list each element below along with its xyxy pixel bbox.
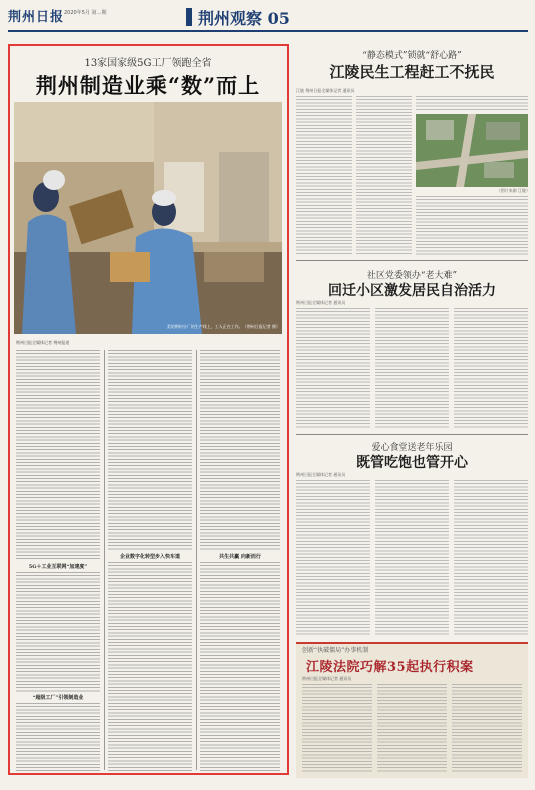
right-low-body-3	[454, 480, 528, 636]
right-top-body-4	[416, 196, 528, 256]
lead-byline: 荆州日报全媒体记者 荆州报道	[16, 340, 70, 345]
right-top-photo	[416, 114, 528, 187]
bottom-body-1	[302, 684, 372, 772]
lead-subhead-3: 企业数字化转型步入快车道	[119, 554, 180, 560]
issue-date: 2020年5月 第…期	[64, 10, 107, 16]
column-rule	[196, 350, 197, 770]
lead-subhead-2: “超级工厂”引领制造业	[32, 695, 84, 701]
bottom-kicker: 创新“执破僵局”办事机制	[302, 647, 369, 654]
right-low-kicker: 爱心食堂送老年乐园	[371, 443, 453, 453]
bottom-headline[interactable]: 江陵法院巧解35起执行积案	[306, 660, 474, 675]
factory-workers-photo	[14, 102, 282, 334]
right-mid-headline[interactable]: 回迁小区激发居民自治活力	[328, 283, 496, 299]
lead-kicker: 13家国家级5G工厂领跑全省	[84, 58, 212, 69]
newspaper-logo: 荆州日报	[8, 10, 65, 25]
lead-body-col-3	[200, 350, 280, 550]
lead-photo	[14, 102, 282, 334]
lead-body-col-2	[108, 350, 192, 550]
right-top-body-2	[356, 96, 412, 256]
right-mid-body-2	[375, 308, 449, 428]
lead-subhead-1: 5G＋工业互联网“加速度”	[28, 564, 88, 570]
masthead	[8, 4, 528, 32]
right-top-byline: 江陵 荆州日报全媒体记者 通讯员	[296, 88, 355, 93]
bottom-body-2	[377, 684, 447, 772]
right-mid-kicker: 社区党委领办“老大难”	[366, 271, 458, 281]
right-mid-body-3	[454, 308, 528, 428]
section-divider	[296, 260, 528, 261]
right-top-body-1	[296, 96, 352, 256]
lead-body-col-1	[16, 350, 100, 560]
right-mid-body-1	[296, 308, 370, 428]
bottom-body-3	[452, 684, 522, 772]
section-divider	[296, 434, 528, 435]
section-marker	[186, 8, 192, 26]
right-top-body-3	[416, 96, 528, 112]
section-title: 荆州观察 05	[198, 9, 290, 28]
right-top-headline[interactable]: 江陵民生工程赶工不抚民	[329, 63, 495, 81]
column-rule	[104, 350, 105, 770]
right-low-byline: 荆州日报全媒体记者 通讯员	[296, 472, 346, 477]
right-low-body-2	[375, 480, 449, 636]
lead-headline[interactable]: 荆州制造业乘“数”而上	[35, 73, 261, 98]
lead-body-col-2b	[108, 562, 192, 771]
right-mid-byline: 荆州日报全媒体记者 通讯员	[296, 300, 346, 305]
right-low-body-1	[296, 480, 370, 636]
lead-subhead-4: 共生共赢 向新而行	[219, 554, 261, 560]
lead-body-col-3b	[200, 562, 280, 771]
aerial-road-photo	[416, 114, 528, 187]
lead-body-col-1b	[16, 572, 100, 692]
lead-body-col-1c	[16, 703, 100, 771]
right-low-headline[interactable]: 既管吃饱也管开心	[356, 455, 468, 471]
right-top-photo-caption: （图片来源 江陵）	[496, 188, 530, 193]
lead-photo-caption: 美的荆州分厂的生产线上，工人正在工作。（荆州日报记者 摄）	[166, 324, 280, 329]
bottom-byline: 荆州日报全媒体记者 通讯员	[302, 676, 352, 681]
right-top-kicker: “静态模式”锁就“舒心路”	[362, 51, 462, 61]
